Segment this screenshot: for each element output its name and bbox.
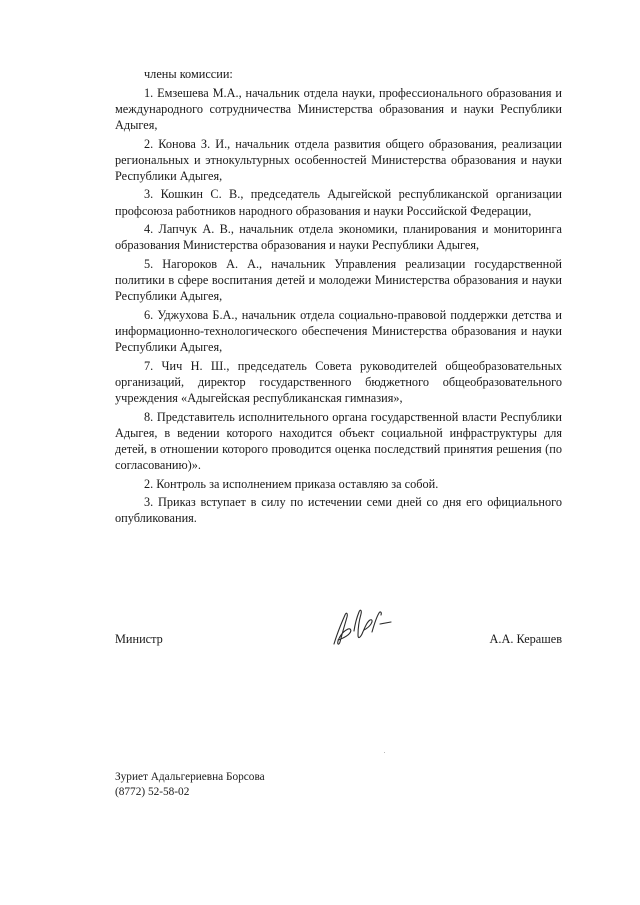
commission-members-intro: члены комиссии: (144, 67, 233, 81)
commission-member-6: 6. Уджухова Б.А., начальник отдела социально-правовой поддержки детства и информационно-технологического обеспечения Министерства образования и науки Республики Адыгея, (115, 307, 562, 355)
commission-member-3: 3. Кошкин С. В., председатель Адыгейской республиканской организации профсоюза работников народного образования и науки Российской Федерации, (115, 187, 562, 218)
scan-speck (384, 752, 385, 753)
commission-member-1: 1. Емзешева М.А., начальник отдела науки, профессионального образования и международного сотрудничества Министерства образования и науки Республики Адыгея, (115, 85, 562, 132)
commission-member-7: 7. Чич Н. Ш., председатель Совета руководителей общеобразовательных организаций, директор государственного бюджетного общеобразовательного учреждения «Адыгейская республиканская гимназия», (115, 358, 562, 405)
order-clause-2: 2. Контроль за исполнением приказа оставляю за собой. (144, 476, 439, 491)
contact-block (115, 770, 265, 800)
signature-row (115, 631, 562, 655)
commission-member-4: 4. Лапчук А. В., начальник отдела экономики, планирования и мониторинга образования Министерства образования и науки Республики Адыгея, (115, 222, 562, 253)
order-clause-3: 3. Приказ вступает в силу по истечении семи дней со дня его официального опубликования. (115, 495, 562, 526)
commission-member-2: 2. Конова З. И., начальник отдела развития общего образования, реализации региональных и этнокультурных особенностей Министерства образования и науки Республики Адыгея, (115, 136, 562, 183)
signatory-title: Министр (115, 632, 163, 646)
signatory-name: А.А. Керашев (489, 632, 562, 646)
contact-person: Зуриет Адальгериевна Борсова (115, 771, 265, 783)
document-body (115, 66, 562, 529)
contact-phone: (8772) 52-58-02 (115, 786, 190, 798)
commission-member-8: 8. Представитель исполнительного органа государственной власти Республики Адыгея, в ведении которого находится объект социальной инфраструктуры для детей, в отношении которого проводится оценка последствий принятия решения (по согласованию)». (115, 409, 562, 472)
commission-member-5: 5. Нагороков А. А., начальник Управления реализации государственной политики в сфере воспитания детей и молодежи Министерства образования и науки Республики Адыгея, (115, 257, 562, 304)
